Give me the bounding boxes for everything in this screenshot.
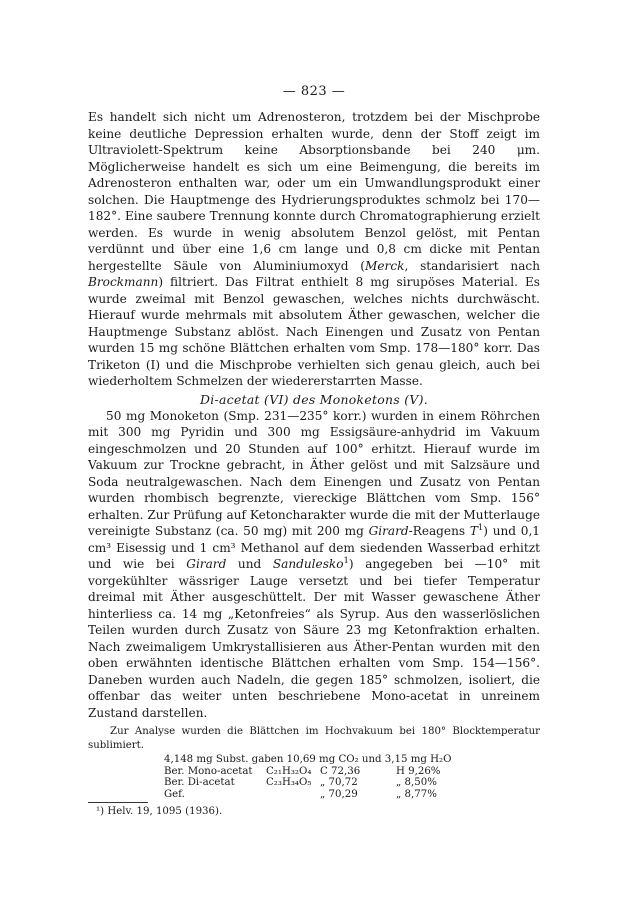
page-number: — 823 — xyxy=(282,84,346,99)
document-page xyxy=(88,84,540,818)
analysis-row xyxy=(164,777,540,789)
analysis-label: Ber. Di-acetat xyxy=(164,777,235,788)
paragraph-text: ) angegeben bei —10° mit vorgekühlter wässriger Lauge versetzt und bei tiefer Temperatur dreimal mit Äther ausgeschüttelt. Der mit Wasser gewaschene Äther hinterliess ca. 14 mg „Ketonfreies“ als Syrup. Aus den wasserlöslichen Teilen wurden durch Zusatz von Säure 23 mg Ketonfraktion erhalten. Nach zweimaligem Umkrystallisieren aus Äther-Pentan wurden mit den oben erwähnten identische Blättchen erhalten vom Smp. 154—156°. Daneben wurden auch Nadeln, die gegen 185° schmolzen, isoliert, die offenbar das weiter unten beschriebene Mono-acetat in unreinem Zustand darstellen. xyxy=(88,557,541,720)
footnote-ref: 1 xyxy=(343,554,349,565)
analysis-row xyxy=(164,789,540,801)
author-name-merck: Merck xyxy=(365,258,405,273)
analysis-formula: C₂₁H₃₂O₄ xyxy=(266,765,312,777)
analysis-note: Zur Analyse wurden die Blättchen im Hochvakuum bei 180° Blocktemperatur sublimiert. xyxy=(88,726,540,751)
footnote xyxy=(88,806,540,818)
paragraph-text: und xyxy=(226,557,273,571)
author-name-girard: Girard xyxy=(186,557,227,571)
analysis-formula xyxy=(266,789,320,801)
footnote-marker: ¹) xyxy=(96,806,105,817)
footnote-text: Helv. 19, 1095 (1936). xyxy=(107,806,223,817)
analysis-table xyxy=(88,766,540,801)
paragraph-text: -Reagens xyxy=(408,524,470,538)
reagent-letter: T xyxy=(469,524,478,538)
paragraph-text: , standarisiert nach xyxy=(404,258,540,273)
analysis-hydrogen: H 9,26% xyxy=(396,765,441,777)
analysis-hydrogen: „ 8,77% xyxy=(396,788,437,800)
analysis-hydrogen: „ 8,50% xyxy=(396,777,437,788)
section-heading: Di-acetat (VI) des Monoketons (V). xyxy=(200,391,428,407)
analysis-carbon: „ 70,29 xyxy=(320,788,358,800)
footnote-divider xyxy=(88,802,148,803)
paragraph-diacetat xyxy=(88,408,540,722)
paragraph-text: ) filtriert. Das Filtrat enthielt 8 mg sirupöses Material. Es wurde zweimal mit Benzol gewaschen, welches nichts durchwäscht. Hierauf wurde mehrmals mit absolutem Äther gewaschen, welcher die Hauptmenge Substanz ablöst. Nach Einengen und Zusatz von Pentan wurden 15 mg schöne Blättchen erhalten vom Smp. 178—180° korr. Das Triketon (I) und die Mischprobe verhielten sich genau gleich, auch bei wiederholtem Schmelzen der wiedererstarrten Masse. xyxy=(88,275,540,388)
author-name-sandulesko: Sandulesko xyxy=(272,557,344,571)
author-name-brockmann: Brockmann xyxy=(88,275,159,289)
analysis-row xyxy=(164,766,540,778)
analysis-carbon: „ 70,72 xyxy=(320,777,358,788)
analysis-carbon: C 72,36 xyxy=(320,765,361,777)
analysis-measurement: 4,148 mg Subst. gaben 10,69 mg CO₂ und 3,15 mg H₂O xyxy=(164,754,452,765)
footnote-ref: 1 xyxy=(477,521,484,532)
paragraph-adrenosteron xyxy=(88,109,540,390)
paragraph-text: ) und 0,1 cm³ Eisessig und 1 cm³ Methanol auf dem siedenden Wasserbad erhitzt und wie bei xyxy=(88,524,540,571)
paragraph-text: 50 mg Monoketon (Smp. 231—235° korr.) wurden in einem Röhrchen mit 300 mg Pyridin und 300 mg Essigsäure-anhydrid im Vakuum eingeschmolzen und 20 Stunden auf 100° erhitzt. Hierauf wurde im Vakuum zur Trockne gebracht, in Äther gelöst und mit Salzsäure und Soda neutralgewaschen. Nach dem Einengen und Zusatz von Pentan wurden rhombisch begrenzte, viereckige Blättchen vom Smp. 156° erhalten. Zur Prüfung auf Ketoncharakter wurde die mit der Mutterlauge vereinigte Substanz (ca. 50 mg) mit 200 mg xyxy=(88,408,540,538)
analysis-formula: C₂₃H₃₄O₅ xyxy=(266,777,312,788)
paragraph-text: Es handelt sich nicht um Adrenosteron, trotzdem bei der Mischprobe keine deutliche Depression erhalten wurde, denn der Stoff zeigt im Ultraviolett-Spektrum keine Absorptionsbande bei 240 μm. Möglicherweise handelt es sich um eine Beimengung, die bereits im Adrenosteron enthalten war, oder um ein Umwandlungsprodukt einer solchen. Die Hauptmenge des Hydrierungsproduktes schmolz bei 170—182°. Eine saubere Trennung konnte durch Chromatographierung erzielt werden. Es wurde in wenig absolutem Benzol gelöst, mit Pentan verdünnt und über eine 1,6 cm lange und 0,8 cm dicke mit Pentan hergestellte Säule von Aluminiumoxyd ( xyxy=(88,110,540,273)
author-name-girard: Girard xyxy=(368,524,409,538)
analysis-block xyxy=(88,754,540,800)
analysis-label: Gef. xyxy=(164,788,185,800)
analysis-label: Ber. Mono-acetat xyxy=(164,765,253,777)
